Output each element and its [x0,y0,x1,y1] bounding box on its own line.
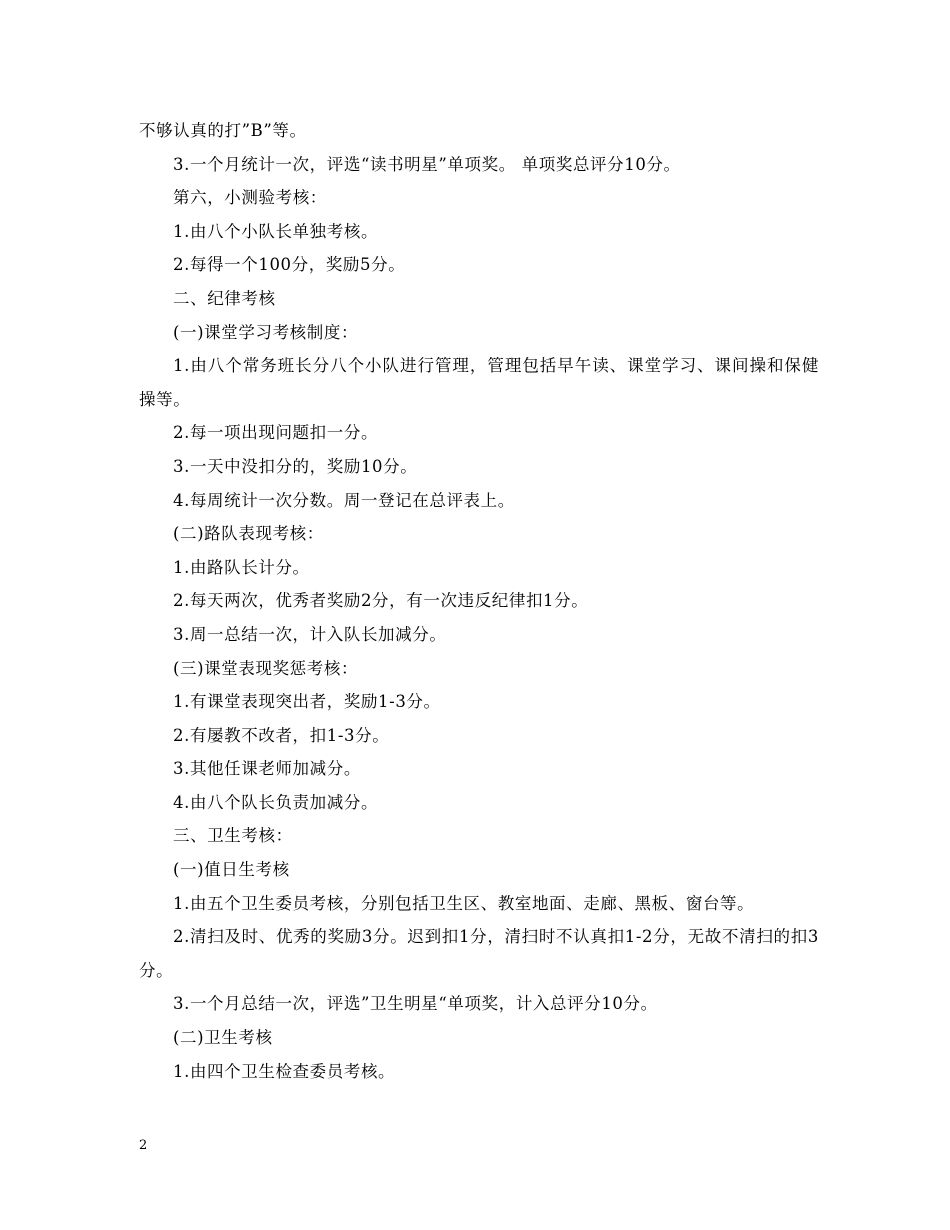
paragraph: 1.由八个常务班长分八个小队进行管理，管理包括早午读、课堂学习、课间操和保健操等。 [139,356,819,409]
paragraph: 3.一个月统计一次，评选“读书明星”单项奖。 单项奖总评分10分。 [173,154,681,174]
paragraph: (二)路队表现考核： [173,524,324,544]
paragraph: 2.每得一个100分，奖励5分。 [173,255,406,275]
document-body [139,114,819,1088]
paragraph: 3.一个月总结一次，评选”卫生明星“单项奖，计入总评分10分。 [173,994,658,1014]
page-number: 2 [139,1138,148,1153]
paragraph: (三)课堂表现奖惩考核： [173,658,359,678]
paragraph: 3.其他任课老师加减分。 [173,759,361,779]
paragraph: 4.每周统计一次分数。周一登记在总评表上。 [173,490,515,510]
paragraph: 1.由四个卫生检查委员考核。 [173,1061,396,1081]
paragraph: 1.由路队长计分。 [173,557,310,577]
paragraph: 4.由八个队长负责加减分。 [173,792,379,812]
paragraph: (二)卫生考核 [173,1028,273,1048]
paragraph: 三、卫生考核： [173,826,293,846]
paragraph: 3.一天中没扣分的，奖励10分。 [173,456,418,476]
paragraph: (一)值日生考核 [173,860,290,880]
paragraph: 2.有屡教不改者，扣1-3分。 [173,725,390,745]
paragraph: 1.由八个小队长单独考核。 [173,221,379,241]
paragraph: 1.由五个卫生委员考核，分别包括卫生区、教室地面、走廊、黑板、窗台等。 [173,893,755,913]
paragraph: 3.周一总结一次，计入队长加减分。 [173,624,447,644]
paragraph: (一)课堂学习考核制度： [173,322,359,342]
paragraph: 1.有课堂表现突出者，奖励1-3分。 [173,692,441,712]
paragraph: 二、纪律考核 [173,288,276,308]
paragraph: 2.清扫及时、优秀的奖励3分。迟到扣1分，清扫时不认真扣1-2分，无故不清扫的扣3分。 [139,927,819,980]
paragraph: 2.每一项出现问题扣一分。 [173,423,379,443]
paragraph: 不够认真的打”B”等。 [139,121,307,140]
paragraph: 第六，小测验考核： [173,188,327,208]
paragraph: 2.每天两次，优秀者奖励2分，有一次违反纪律扣1分。 [173,591,589,611]
